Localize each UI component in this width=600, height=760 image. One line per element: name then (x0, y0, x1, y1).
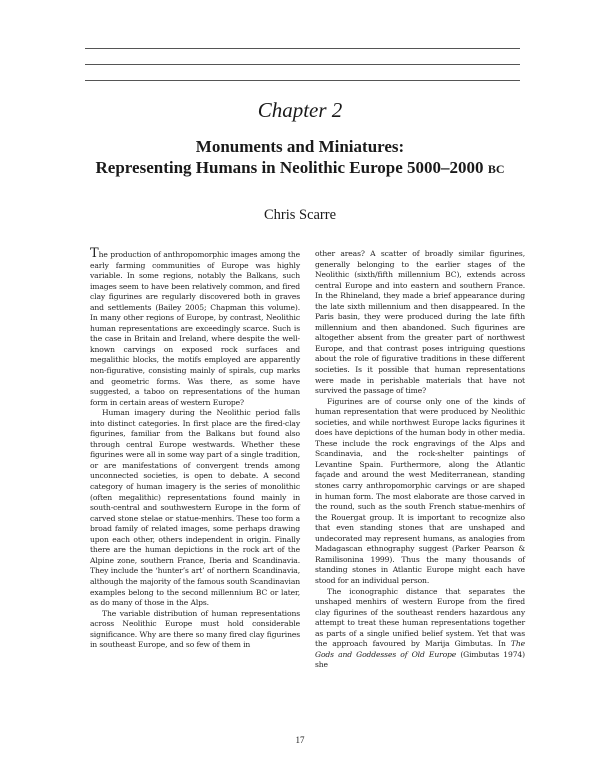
chapter-title-era: BC (487, 162, 505, 176)
page-number: 17 (295, 735, 305, 745)
paragraph: other areas? A scatter of broadly similar figurines, generally belonging to the earlier stages of the Neolithic (sixth/fifth millennium BC), extends across central Europe and into eastern and southern France. In the Rhineland, they made a brief appearance during the late sixth millennium and then disappeared. In the Paris basin, they were produced during the late fifth millennium and then abandoned. Such figurines are altogether absent from the greater part of northwest Europe, and that contrast poses intriguing questions about the role of figurative traditions in these different societies. Is it possible that human representations were made in perishable materials that have not survived the passage of time? (315, 249, 525, 396)
book-title: The Gods and Goddesses of Old Europe (315, 639, 525, 659)
paragraph: Figurines are of course only one of the kinds of human representation that were produced by Neolithic societies, and while northwest Europe lacks figurines it does have depictions of the human body in other media. These include the rock engravings of the Alps and Scandinavia, and the rock-shelter paintings of Levantine Spain. Furthermore, along the Atlantic façade and around the west Mediterranean, standing stones carry anthropomorphic carvings or are shaped in human form. The most elaborate are those carved in the round, such as the south French statue-menhirs of the Rouergat group. It is important to recognize also that even standing stones that are unshaped and undecorated may represent humans, as analogies from Madagascan ethnography suggest (Parker Pearson & Ramilisonina 1999). Thus the many thousands of standing stones in Atlantic Europe might each have stood for an individual person. (315, 396, 525, 585)
paragraph (315, 587, 525, 671)
paragraph-text-end: (Gimbutas 1974) she (315, 649, 525, 670)
paragraph-text: he production of anthropomorphic images among the early farming communities of Europe was highly variable. In some regions, notably the Balkans, such images seem to have been relatively common, and fired clay figurines are regularly discovered both in graves and settlements (Bailey 2005; Chapman this volume). In many other regions of Europe, by contrast, Neolithic human representations are exceedingly scarce. Such is the case in Britain and Ireland, where despite the well-known carvings on exposed rock surfaces and megalithic blocks, the motifs employed are apparently non-figurative, consisting mainly of spirals, cup marks and geometric forms. Was there, as some have suggested, a taboo on representations of the human form in certain areas of western Europe? (90, 250, 300, 407)
paragraph-text: The iconographic distance that separates the unshaped menhirs of western Europe from the fired clay figurines of the southeast renders hazardous any attempt to treat these human representations together as parts of a single unified belief system. Yet that was the approach favoured by Marija Gimbutas. In (315, 586, 525, 649)
paragraph: The variable distribution of human representations across Neolithic Europe must hold considerable significance. Why are there so many fired clay figurines in southeast Europe, and so few of them in (90, 608, 300, 650)
drop-initial: T (90, 246, 99, 261)
chapter-label: Chapter 2 (257, 98, 343, 122)
chapter-title-line2-text: Representing Humans in Neolithic Europe 5000–2000 (95, 158, 488, 177)
header-rule-bottom (85, 80, 520, 81)
paragraph (90, 246, 300, 408)
author-name: Chris Scarre (263, 207, 337, 223)
chapter-title-line2 (0, 157, 600, 180)
paragraph: Human imagery during the Neolithic period falls into distinct categories. In first place are the fired-clay figurines, familiar from the Balkans but found also through central Europe westwards. Whether these figurines were all in some way part of a single tradition, or are manifestations of convergent trends among unconnected societies, is open to debate. A second category of human imagery is the series of monolithic (often megalithic) representations found mainly in south-central and southwestern Europe in the form of carved stone stelae or statue-menhirs. These too form a broad family of related images, some perhaps drawing upon each other, others independent in origin. Finally there are the human depictions in the rock art of the Alpine zone, southern France, Iberia and Scandinavia. They include the ‘hunter’s art’ of northern Scandinavia, although the majority of the famous south Scandinavian examples belong to the second millennium BC or later, as do many of those in the Alps. (90, 408, 300, 608)
header-rule-middle (85, 64, 520, 65)
header-rule-top (85, 48, 520, 49)
chapter-title-line1: Monuments and Miniatures: (195, 137, 405, 156)
chapter-title (0, 136, 600, 180)
body-column-left (90, 246, 300, 651)
body-column-right (315, 249, 525, 671)
